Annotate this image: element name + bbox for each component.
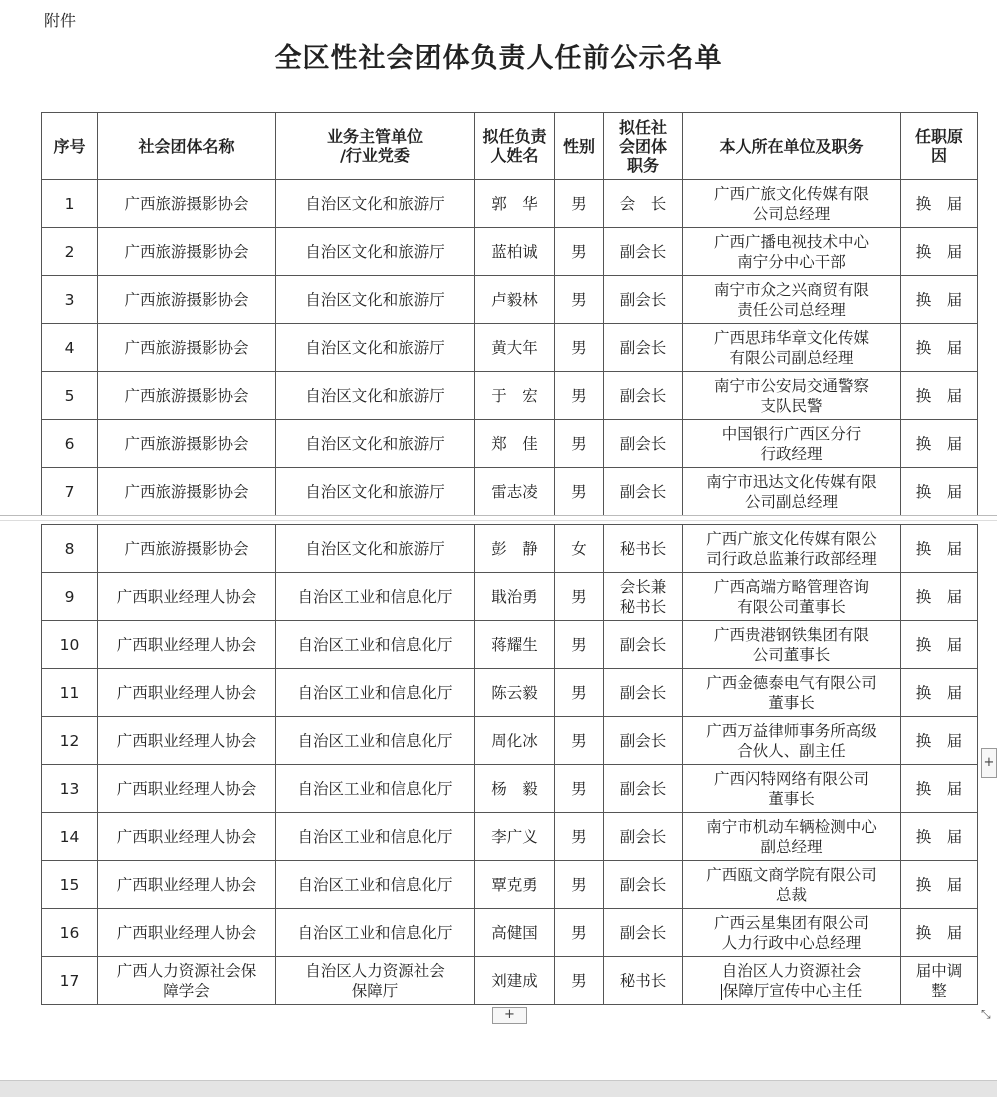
gender-cell[interactable]: 男 (555, 765, 604, 813)
proposed-position-cell[interactable]: 会 长 (604, 180, 683, 228)
appointment-reason-cell[interactable]: 换 届 (901, 180, 978, 228)
header-cell: 性别 (555, 113, 604, 180)
nominee-name-cell[interactable]: 黄大年 (475, 324, 555, 372)
row-index-cell[interactable]: 9 (42, 573, 98, 621)
nominee-name-cell[interactable]: 于 宏 (475, 372, 555, 420)
society-name-cell[interactable]: 广西职业经理人协会 (98, 717, 276, 765)
nominee-name-cell[interactable]: 戢治勇 (475, 573, 555, 621)
table-header-row (42, 113, 978, 180)
current-employer-position-cell[interactable]: 广西瓯文商学院有限公司 总裁 (683, 861, 901, 909)
society-name-cell[interactable]: 广西旅游摄影协会 (98, 180, 276, 228)
gender-cell[interactable]: 女 (555, 525, 604, 573)
window-bottom-bar (0, 1080, 997, 1097)
row-index-cell[interactable]: 11 (42, 669, 98, 717)
nominee-name-cell[interactable]: 彭 静 (475, 525, 555, 573)
society-name-cell[interactable]: 广西职业经理人协会 (98, 573, 276, 621)
appointment-reason-cell[interactable]: 换 届 (901, 276, 978, 324)
page-break-line (0, 520, 997, 521)
table-row (42, 420, 978, 468)
gender-cell[interactable]: 男 (555, 372, 604, 420)
text-caret (721, 984, 722, 1000)
current-employer-position-cell[interactable]: 广西广旅文化传媒有限公 司行政总监兼行政部经理 (683, 525, 901, 573)
appointment-reason-cell[interactable]: 换 届 (901, 372, 978, 420)
current-employer-position-cell[interactable]: 广西贵港钢铁集团有限 公司董事长 (683, 621, 901, 669)
gender-cell[interactable]: 男 (555, 669, 604, 717)
row-index-cell[interactable]: 14 (42, 813, 98, 861)
table-row (42, 861, 978, 909)
society-name-cell[interactable]: 广西旅游摄影协会 (98, 324, 276, 372)
add-column-button[interactable]: + (981, 748, 997, 778)
gender-cell[interactable]: 男 (555, 324, 604, 372)
gender-cell[interactable]: 男 (555, 861, 604, 909)
society-name-cell[interactable]: 广西职业经理人协会 (98, 909, 276, 957)
current-employer-position-cell[interactable]: 广西云星集团有限公司 人力行政中心总经理 (683, 909, 901, 957)
add-row-button[interactable]: + (492, 1007, 527, 1024)
current-employer-position-cell[interactable]: 自治区人力资源社会 保障厅宣传中心主任 (683, 957, 901, 1005)
table-row (42, 180, 978, 228)
appointment-reason-cell[interactable]: 换 届 (901, 717, 978, 765)
supervising-unit-cell[interactable]: 自治区文化和旅游厅 (276, 525, 475, 573)
proposed-position-cell[interactable]: 副会长 (604, 276, 683, 324)
appointment-reason-cell[interactable]: 换 届 (901, 669, 978, 717)
nominee-table-part-2 (41, 524, 978, 1005)
proposed-position-cell[interactable]: 副会长 (604, 909, 683, 957)
header-cell: 序号 (42, 113, 98, 180)
row-index-cell[interactable]: 2 (42, 228, 98, 276)
gender-cell[interactable]: 男 (555, 813, 604, 861)
nominee-name-cell[interactable]: 覃克勇 (475, 861, 555, 909)
proposed-position-cell[interactable]: 副会长 (604, 228, 683, 276)
gender-cell[interactable]: 男 (555, 909, 604, 957)
nominee-name-cell[interactable]: 蓝柏诚 (475, 228, 555, 276)
row-index-cell[interactable]: 16 (42, 909, 98, 957)
nominee-name-cell[interactable]: 刘建成 (475, 957, 555, 1005)
gender-cell[interactable]: 男 (555, 717, 604, 765)
appointment-reason-cell[interactable]: 换 届 (901, 525, 978, 573)
society-name-cell[interactable]: 广西旅游摄影协会 (98, 420, 276, 468)
header-cell: 社会团体名称 (98, 113, 276, 180)
table-row (42, 468, 978, 516)
society-name-cell[interactable]: 广西旅游摄影协会 (98, 276, 276, 324)
table-row (42, 717, 978, 765)
supervising-unit-cell[interactable]: 自治区人力资源社会 保障厅 (276, 957, 475, 1005)
supervising-unit-cell[interactable]: 自治区工业和信息化厅 (276, 669, 475, 717)
table-row (42, 372, 978, 420)
row-index-cell[interactable]: 8 (42, 525, 98, 573)
society-name-cell[interactable]: 广西旅游摄影协会 (98, 228, 276, 276)
proposed-position-cell[interactable]: 秘书长 (604, 525, 683, 573)
header-cell: 任职原 因 (901, 113, 978, 180)
supervising-unit-cell[interactable]: 自治区文化和旅游厅 (276, 180, 475, 228)
supervising-unit-cell[interactable]: 自治区工业和信息化厅 (276, 861, 475, 909)
proposed-position-cell[interactable]: 副会长 (604, 765, 683, 813)
header-cell: 拟任负责 人姓名 (475, 113, 555, 180)
proposed-position-cell[interactable]: 副会长 (604, 861, 683, 909)
current-employer-position-cell[interactable]: 广西广播电视技术中心 南宁分中心干部 (683, 228, 901, 276)
appointment-reason-cell[interactable]: 换 届 (901, 573, 978, 621)
proposed-position-cell[interactable]: 秘书长 (604, 957, 683, 1005)
supervising-unit-cell[interactable]: 自治区工业和信息化厅 (276, 813, 475, 861)
current-employer-position-cell[interactable]: 广西高端方略管理咨询 有限公司董事长 (683, 573, 901, 621)
appointment-reason-cell[interactable]: 换 届 (901, 420, 978, 468)
proposed-position-cell[interactable]: 副会长 (604, 468, 683, 516)
table-row (42, 765, 978, 813)
header-cell: 本人所在单位及职务 (683, 113, 901, 180)
appointment-reason-cell[interactable]: 换 届 (901, 861, 978, 909)
nominee-name-cell[interactable]: 陈云毅 (475, 669, 555, 717)
table-resize-handle[interactable]: ⤡ (981, 1007, 991, 1021)
current-employer-position-cell[interactable]: 广西金德泰电气有限公司 董事长 (683, 669, 901, 717)
appointment-reason-cell[interactable]: 届中调 整 (901, 957, 978, 1005)
appointment-reason-cell[interactable]: 换 届 (901, 621, 978, 669)
page-title: 全区性社会团体负责人任前公示名单 (274, 43, 723, 74)
row-index-cell[interactable]: 5 (42, 372, 98, 420)
appointment-reason-cell[interactable]: 换 届 (901, 228, 978, 276)
row-index-cell[interactable]: 6 (42, 420, 98, 468)
gender-cell[interactable]: 男 (555, 420, 604, 468)
supervising-unit-cell[interactable]: 自治区工业和信息化厅 (276, 765, 475, 813)
gender-cell[interactable]: 男 (555, 468, 604, 516)
table-row (42, 573, 978, 621)
current-employer-position-cell[interactable]: 广西闪特网络有限公司 董事长 (683, 765, 901, 813)
nominee-name-cell[interactable]: 郭 华 (475, 180, 555, 228)
row-index-cell[interactable]: 3 (42, 276, 98, 324)
appointment-reason-cell[interactable]: 换 届 (901, 324, 978, 372)
current-employer-position-cell[interactable]: 广西广旅文化传媒有限 公司总经理 (683, 180, 901, 228)
society-name-cell[interactable]: 广西职业经理人协会 (98, 669, 276, 717)
supervising-unit-cell[interactable]: 自治区工业和信息化厅 (276, 717, 475, 765)
table-row (42, 525, 978, 573)
nominee-name-cell[interactable]: 郑 佳 (475, 420, 555, 468)
society-name-cell[interactable]: 广西旅游摄影协会 (98, 525, 276, 573)
appointment-reason-cell[interactable]: 换 届 (901, 813, 978, 861)
proposed-position-cell[interactable]: 副会长 (604, 621, 683, 669)
supervising-unit-cell[interactable]: 自治区文化和旅游厅 (276, 228, 475, 276)
table-row (42, 909, 978, 957)
row-index-cell[interactable]: 7 (42, 468, 98, 516)
nominee-name-cell[interactable]: 卢毅林 (475, 276, 555, 324)
gender-cell[interactable]: 男 (555, 957, 604, 1005)
row-index-cell[interactable]: 13 (42, 765, 98, 813)
supervising-unit-cell[interactable]: 自治区工业和信息化厅 (276, 573, 475, 621)
nominee-name-cell[interactable]: 李广义 (475, 813, 555, 861)
society-name-cell[interactable]: 广西职业经理人协会 (98, 861, 276, 909)
proposed-position-cell[interactable]: 会长兼 秘书长 (604, 573, 683, 621)
current-employer-position-cell[interactable]: 广西万益律师事务所高级 合伙人、副主任 (683, 717, 901, 765)
society-name-cell[interactable]: 广西职业经理人协会 (98, 765, 276, 813)
proposed-position-cell[interactable]: 副会长 (604, 669, 683, 717)
supervising-unit-cell[interactable]: 自治区文化和旅游厅 (276, 324, 475, 372)
gender-cell[interactable]: 男 (555, 228, 604, 276)
supervising-unit-cell[interactable]: 自治区文化和旅游厅 (276, 420, 475, 468)
nominee-name-cell[interactable]: 杨 毅 (475, 765, 555, 813)
row-index-cell[interactable]: 17 (42, 957, 98, 1005)
row-index-cell[interactable]: 4 (42, 324, 98, 372)
table-row (42, 324, 978, 372)
appointment-reason-cell[interactable]: 换 届 (901, 909, 978, 957)
table-row (42, 813, 978, 861)
society-name-cell[interactable]: 广西职业经理人协会 (98, 621, 276, 669)
proposed-position-cell[interactable]: 副会长 (604, 420, 683, 468)
proposed-position-cell[interactable]: 副会长 (604, 324, 683, 372)
supervising-unit-cell[interactable]: 自治区文化和旅游厅 (276, 468, 475, 516)
row-index-cell[interactable]: 15 (42, 861, 98, 909)
supervising-unit-cell[interactable]: 自治区文化和旅游厅 (276, 276, 475, 324)
gender-cell[interactable]: 男 (555, 276, 604, 324)
current-employer-position-cell[interactable]: 广西思玮华章文化传媒 有限公司副总经理 (683, 324, 901, 372)
header-cell: 业务主管单位 /行业党委 (276, 113, 475, 180)
society-name-cell[interactable]: 广西人力资源社会保 障学会 (98, 957, 276, 1005)
current-employer-position-cell[interactable]: 南宁市公安局交通警察 支队民警 (683, 372, 901, 420)
table-row (42, 957, 978, 1005)
proposed-position-cell[interactable]: 副会长 (604, 717, 683, 765)
society-name-cell[interactable]: 广西职业经理人协会 (98, 813, 276, 861)
table-row (42, 276, 978, 324)
nominee-name-cell[interactable]: 高健国 (475, 909, 555, 957)
current-employer-position-cell[interactable]: 南宁市迅达文化传媒有限 公司副总经理 (683, 468, 901, 516)
row-index-cell[interactable]: 1 (42, 180, 98, 228)
row-index-cell[interactable]: 10 (42, 621, 98, 669)
supervising-unit-cell[interactable]: 自治区工业和信息化厅 (276, 909, 475, 957)
table-row (42, 621, 978, 669)
header-cell: 拟任社 会团体 职务 (604, 113, 683, 180)
society-name-cell[interactable]: 广西旅游摄影协会 (98, 468, 276, 516)
appointment-reason-cell[interactable]: 换 届 (901, 765, 978, 813)
gender-cell[interactable]: 男 (555, 180, 604, 228)
row-index-cell[interactable]: 12 (42, 717, 98, 765)
nominee-name-cell[interactable]: 蒋耀生 (475, 621, 555, 669)
gender-cell[interactable]: 男 (555, 621, 604, 669)
nominee-table-part-1 (41, 112, 978, 516)
page-break-line (0, 515, 997, 516)
current-employer-position-cell[interactable]: 南宁市众之兴商贸有限 责任公司总经理 (683, 276, 901, 324)
attachment-label: 附件 (44, 11, 77, 30)
society-name-cell[interactable]: 广西旅游摄影协会 (98, 372, 276, 420)
gender-cell[interactable]: 男 (555, 573, 604, 621)
proposed-position-cell[interactable]: 副会长 (604, 813, 683, 861)
appointment-reason-cell[interactable]: 换 届 (901, 468, 978, 516)
supervising-unit-cell[interactable]: 自治区文化和旅游厅 (276, 372, 475, 420)
supervising-unit-cell[interactable]: 自治区工业和信息化厅 (276, 621, 475, 669)
nominee-name-cell[interactable]: 周化冰 (475, 717, 555, 765)
proposed-position-cell[interactable]: 副会长 (604, 372, 683, 420)
table-row (42, 669, 978, 717)
current-employer-position-cell[interactable]: 中国银行广西区分行 行政经理 (683, 420, 901, 468)
current-employer-position-cell[interactable]: 南宁市机动车辆检测中心 副总经理 (683, 813, 901, 861)
table-row (42, 228, 978, 276)
nominee-name-cell[interactable]: 雷志凌 (475, 468, 555, 516)
